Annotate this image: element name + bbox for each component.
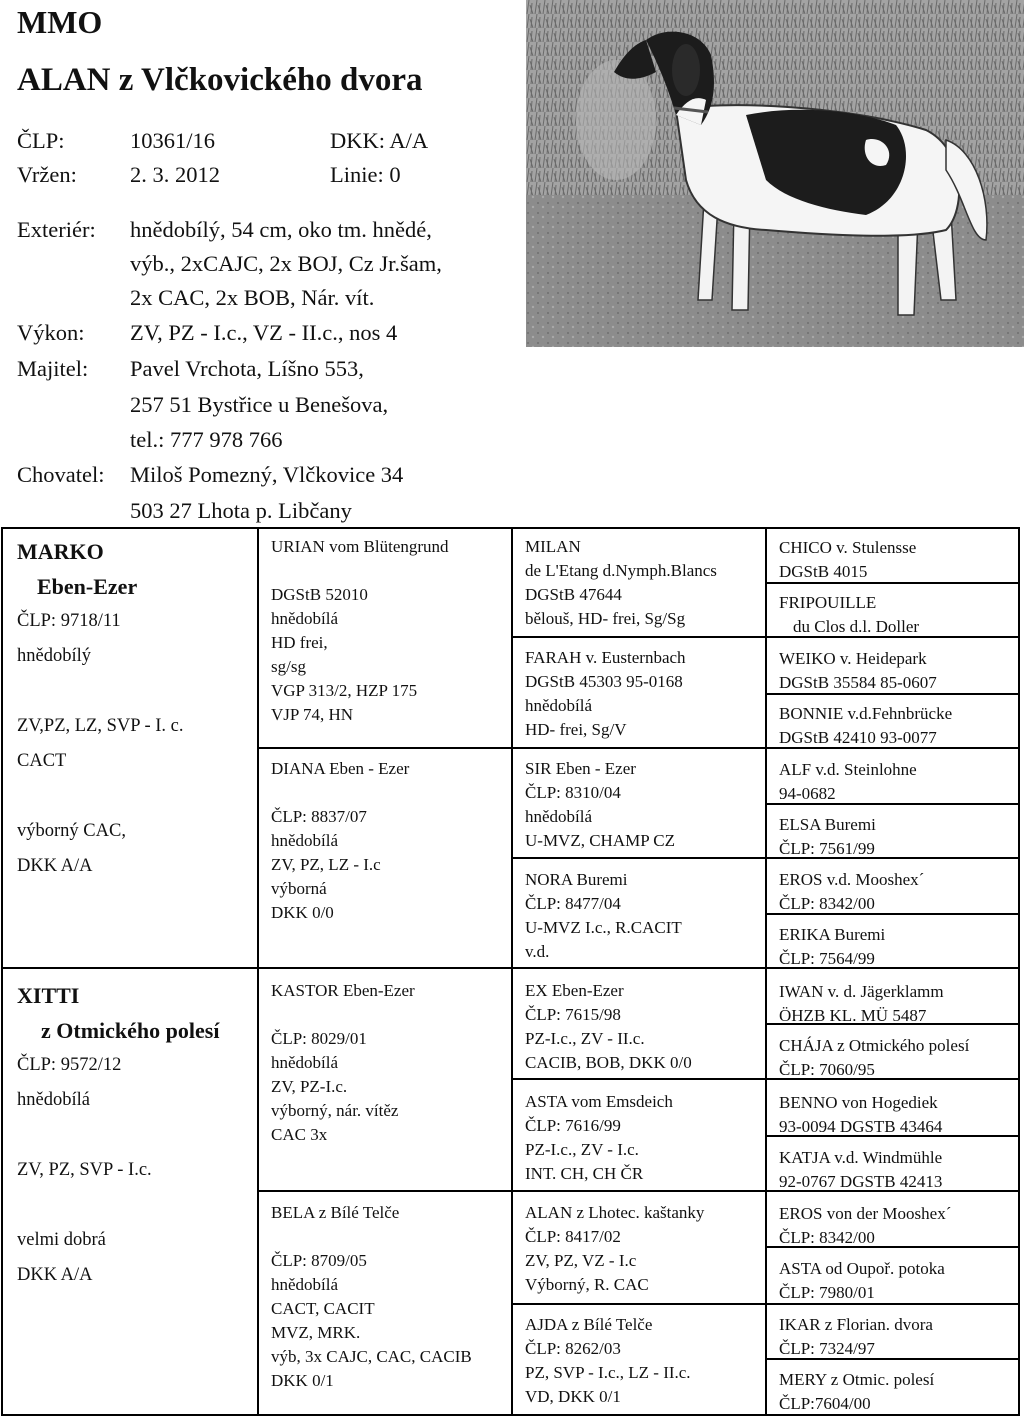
- ancestor-line: ČLP: 8029/01: [271, 1029, 367, 1048]
- ancestor-line: bělouš, HD- frei, Sg/Sg: [525, 609, 686, 628]
- ancestor-line: ČLP: 7980/01: [779, 1283, 875, 1302]
- ancestor-line: DGStB 47644: [525, 585, 622, 604]
- clp-value: 10361/16: [130, 128, 216, 153]
- dam-name: XITTI: [17, 983, 80, 1008]
- dam-line: ZV, PZ, SVP - I.c.: [17, 1160, 152, 1180]
- breeder-line: 503 27 Lhota p. Libčany: [130, 498, 352, 523]
- ancestor-line: [271, 559, 449, 583]
- breeder-label: Chovatel:: [17, 462, 105, 487]
- exterior-line: hnědobílý, 54 cm, oko tm. hnědé,: [130, 217, 432, 242]
- ggp-cell: [525, 535, 717, 631]
- ancestor-line: DGStB 4015: [779, 562, 868, 581]
- ancestor-line: ČLP: 8310/04: [525, 783, 621, 802]
- sire-line: ČLP: 9718/11: [17, 611, 121, 631]
- ancestor-line: [271, 1003, 415, 1027]
- ancestor-line: sg/sg: [271, 657, 306, 676]
- ancestor-line: hnědobílá: [271, 1053, 339, 1072]
- ancestor-line: DGStB 52010: [271, 585, 368, 604]
- ancestor-line: ÖHZB KL. MÜ 5487: [779, 1006, 927, 1025]
- ancestor-line: U-MVZ I.c., R.CACIT: [525, 918, 682, 937]
- ancestor-line: VD, DKK 0/1: [525, 1387, 621, 1406]
- grandsire-paternal-cell: [271, 535, 449, 727]
- dam-line: ČLP: 9572/12: [17, 1055, 122, 1075]
- ancestor-name: EX Eben-Ezer: [525, 981, 624, 1000]
- dam-line: hnědobílá: [17, 1090, 90, 1110]
- dam-line: [17, 1118, 219, 1153]
- sire-line: výborný CAC,: [17, 821, 126, 841]
- ancestor-name: KASTOR Eben-Ezer: [271, 981, 415, 1000]
- ancestor-name: FRIPOUILLE: [779, 593, 877, 612]
- ancestor-name: FARAH v. Eusternbach: [525, 648, 686, 667]
- born-value: 2. 3. 2012: [130, 162, 220, 187]
- line-value: Linie: 0: [330, 162, 401, 187]
- ancestor-name: ALAN z Lhotec. kaštanky: [525, 1203, 705, 1222]
- gggp-cell: [779, 1146, 942, 1194]
- ancestor-line: hnědobílá: [271, 1275, 339, 1294]
- ancestor-name: MERY z Otmic. polesí: [779, 1370, 935, 1389]
- ancestor-name: ALF v.d. Steinlohne: [779, 760, 917, 779]
- ancestor-line: ZV, PZ, LZ - I.c: [271, 855, 381, 874]
- ancestor-name: ERIKA Buremi: [779, 925, 886, 944]
- sire-line: hnědobílý: [17, 646, 91, 666]
- ancestor-line: ZV, PZ, VZ - I.c: [525, 1251, 637, 1270]
- gggp-cell: [779, 1091, 942, 1139]
- ancestor-name: CHICO v. Stulensse: [779, 538, 917, 557]
- ancestor-line: ČLP: 8417/02: [525, 1227, 621, 1246]
- ancestor-name: MILAN: [525, 537, 581, 556]
- exterior-label: Exteriér:: [17, 217, 96, 242]
- ancestor-line: ČLP: 8837/07: [271, 807, 367, 826]
- ancestor-name: SIR Eben - Ezer: [525, 759, 636, 778]
- sire-line: DKK A/A: [17, 856, 93, 876]
- dam-cell: [17, 978, 219, 1293]
- ancestor-line: ČLP: 7324/97: [779, 1339, 875, 1358]
- ancestor-line: [271, 1225, 472, 1249]
- ancestor-name: NORA Buremi: [525, 870, 628, 889]
- ancestor-line: CAC 3x: [271, 1125, 328, 1144]
- ancestor-line: ČLP: 7561/99: [779, 839, 875, 858]
- gggp-cell: [779, 536, 916, 584]
- ancestor-name: ELSA Buremi: [779, 815, 876, 834]
- ancestor-line: Výborný, R. CAC: [525, 1275, 649, 1294]
- exterior-line: 2x CAC, 2x BOB, Nár. vít.: [130, 285, 375, 310]
- owner-line: 257 51 Bystřice u Benešova,: [130, 392, 389, 417]
- ancestor-line: v.d.: [525, 942, 550, 961]
- owner-line: Pavel Vrchota, Líšno 553,: [130, 356, 364, 381]
- ancestor-line: ZV, PZ-I.c.: [271, 1077, 348, 1096]
- breed-abbreviation: MMO: [17, 4, 103, 40]
- clp-label: ČLP:: [17, 128, 65, 153]
- sire-line: [17, 674, 184, 709]
- exterior-line: výb., 2xCAJC, 2x BOJ, Cz Jr.šam,: [130, 251, 442, 276]
- dam-line: [17, 1188, 219, 1223]
- ancestor-name: DIANA Eben - Ezer: [271, 759, 410, 778]
- ancestor-line: DGStB 42410 93-0077: [779, 728, 937, 747]
- ancestor-name: WEIKO v. Heidepark: [779, 649, 927, 668]
- sire-line: CACT: [17, 751, 67, 771]
- granddam-maternal-cell: [271, 1201, 472, 1393]
- ancestor-line: hnědobílá: [525, 696, 593, 715]
- ancestor-line: DKK 0/0: [271, 903, 334, 922]
- ancestor-name: IWAN v. d. Jägerklamm: [779, 982, 944, 1001]
- ancestor-line: ČLP: 8262/03: [525, 1339, 621, 1358]
- ancestor-line: ČLP: 7616/99: [525, 1116, 621, 1135]
- owner-label: Majitel:: [17, 356, 89, 381]
- sire-name: MARKO: [17, 539, 104, 564]
- ancestor-name: BELA z Bílé Telče: [271, 1203, 400, 1222]
- gggp-cell: [779, 923, 885, 971]
- ancestor-line: ČLP:7604/00: [779, 1394, 871, 1413]
- ancestor-line: ČLP: 8709/05: [271, 1251, 367, 1270]
- gggp-cell: [779, 868, 924, 916]
- ggp-cell: [525, 757, 675, 853]
- ancestor-line: CACIB, BOB, DKK 0/0: [525, 1053, 692, 1072]
- ancestor-line: [271, 781, 409, 805]
- ancestor-line: CACT, CACIT: [271, 1299, 375, 1318]
- ancestor-line: 92-0767 DGSTB 42413: [779, 1172, 943, 1191]
- sire-line: [17, 779, 184, 814]
- ancestor-name: KATJA v.d. Windmühle: [779, 1148, 943, 1167]
- dam-line: DKK A/A: [17, 1265, 93, 1285]
- gggp-cell: [779, 980, 944, 1028]
- ancestor-line: DKK 0/1: [271, 1371, 334, 1390]
- ancestor-line: VJP 74, HN: [271, 705, 354, 724]
- ancestor-name: CHÁJA z Otmického polesí: [779, 1036, 970, 1055]
- gggp-cell: [779, 1202, 951, 1250]
- dkk-value: DKK: A/A: [330, 128, 429, 153]
- ancestor-line: ČLP: 8477/04: [525, 894, 621, 913]
- ancestor-name: ASTA vom Emsdeich: [525, 1092, 673, 1111]
- ancestor-line: DGStB 35584 85-0607: [779, 673, 937, 692]
- ancestor-line: ČLP: 8342/00: [779, 894, 875, 913]
- ancestor-name: BONNIE v.d.Fehnbrücke: [779, 704, 953, 723]
- ancestor-line: PZ-I.c., ZV - I.c.: [525, 1140, 639, 1159]
- ancestor-line: DGStB 45303 95-0168: [525, 672, 683, 691]
- ancestor-name: BENNO von Hogediek: [779, 1093, 938, 1112]
- ancestor-line: PZ, SVP - I.c., LZ - II.c.: [525, 1363, 691, 1382]
- ggp-cell: [525, 646, 686, 742]
- ggp-cell: [525, 1313, 691, 1409]
- breeder-line: Miloš Pomezný, Vlčkovice 34: [130, 462, 404, 487]
- ancestor-line: U-MVZ, CHAMP CZ: [525, 831, 676, 850]
- gggp-cell: [779, 591, 919, 639]
- ancestor-name: AJDA z Bílé Telče: [525, 1315, 653, 1334]
- dam-line: velmi dobrá: [17, 1230, 106, 1250]
- ancestor-name: EROS v.d. Mooshex´: [779, 870, 925, 889]
- ggp-cell: [525, 1090, 673, 1186]
- pedigree-table: [1, 527, 1020, 1416]
- performance-value: ZV, PZ - I.c., VZ - II.c., nos 4: [130, 320, 398, 345]
- ancestor-line: VGP 313/2, HZP 175: [271, 681, 418, 700]
- ancestor-line: 94-0682: [779, 784, 836, 803]
- ancestor-line: výborný, nár. vítěz: [271, 1101, 399, 1120]
- ancestor-line: hnědobílá: [525, 807, 593, 826]
- ancestor-line: INT. CH, CH ČR: [525, 1164, 644, 1183]
- ancestor-line: ČLP: 8342/00: [779, 1228, 875, 1247]
- ancestor-name: URIAN vom Blütengrund: [271, 537, 449, 556]
- sire-kennel: Eben-Ezer: [37, 574, 138, 599]
- ancestor-line: HD frei,: [271, 633, 328, 652]
- ggp-cell: [525, 1201, 704, 1297]
- ancestor-name: IKAR z Florian. dvora: [779, 1315, 933, 1334]
- ancestor-name: ASTA od Oupoř. potoka: [779, 1259, 945, 1278]
- ancestor-line: de L'Etang d.Nymph.Blancs: [525, 561, 717, 580]
- gggp-cell: [779, 1313, 933, 1361]
- gggp-cell: [779, 1257, 945, 1305]
- gggp-cell: [779, 702, 952, 750]
- gggp-cell: [779, 758, 917, 806]
- dog-name: ALAN z Vlčkovického dvora: [17, 62, 423, 98]
- ancestor-line: HD- frei, Sg/V: [525, 720, 627, 739]
- ancestor-line: hnědobílá: [271, 831, 339, 850]
- owner-line: tel.: 777 978 766: [130, 427, 283, 452]
- gggp-cell: [779, 1034, 969, 1082]
- ancestor-line: výb, 3x CAJC, CAC, CACIB: [271, 1347, 472, 1366]
- dog-photo: [526, 0, 1024, 347]
- ggp-cell: [525, 979, 692, 1075]
- sire-line: ZV,PZ, LZ, SVP - I. c.: [17, 716, 184, 736]
- ancestor-line: du Clos d.l. Doller: [793, 617, 920, 636]
- gggp-cell: [779, 647, 937, 695]
- ancestor-line: ČLP: 7564/99: [779, 949, 875, 968]
- gggp-cell: [779, 813, 876, 861]
- born-label: Vržen:: [17, 162, 77, 187]
- ancestor-line: PZ-I.c., ZV - II.c.: [525, 1029, 645, 1048]
- gggp-cell: [779, 1368, 934, 1416]
- ancestor-line: 93-0094 DGSTB 43464: [779, 1117, 943, 1136]
- ancestor-line: ČLP: 7615/98: [525, 1005, 621, 1024]
- grandsire-maternal-cell: [271, 979, 415, 1147]
- ancestor-line: ČLP: 7060/95: [779, 1060, 875, 1079]
- ancestor-line: MVZ, MRK.: [271, 1323, 361, 1342]
- granddam-paternal-cell: [271, 757, 409, 925]
- ancestor-line: výborná: [271, 879, 327, 898]
- dam-kennel: z Otmického polesí: [41, 1018, 220, 1043]
- ancestor-name: EROS von der Mooshex´: [779, 1204, 952, 1223]
- performance-label: Výkon:: [17, 320, 85, 345]
- sire-cell: [17, 534, 184, 884]
- ggp-cell: [525, 868, 682, 964]
- ancestor-line: hnědobílá: [271, 609, 339, 628]
